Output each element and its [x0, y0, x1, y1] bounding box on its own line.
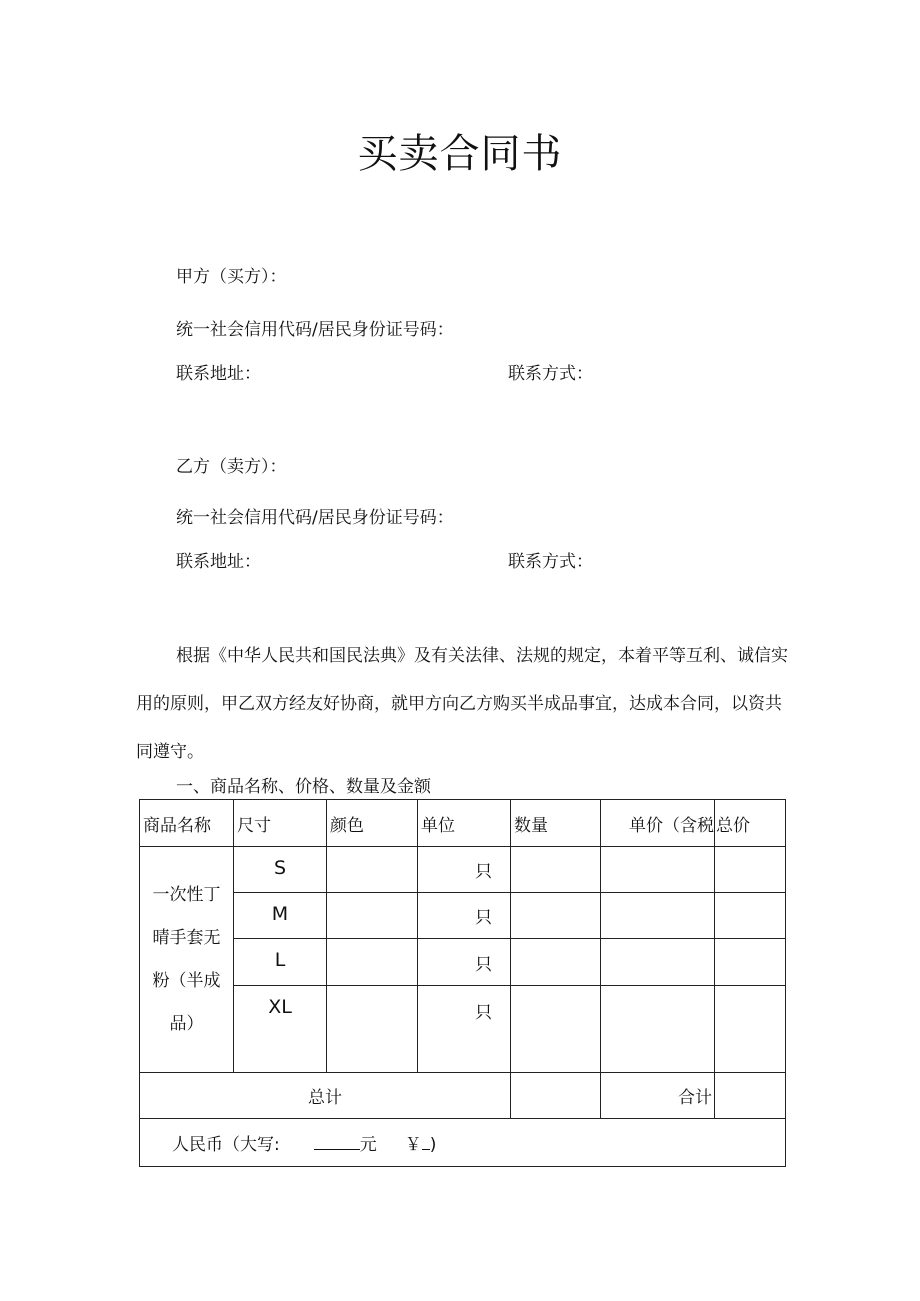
- total-quantity-cell[interactable]: [511, 1073, 601, 1119]
- unit-price-cell[interactable]: [601, 939, 715, 986]
- quantity-cell[interactable]: [511, 847, 601, 893]
- quantity-cell[interactable]: [511, 939, 601, 986]
- party-b-contact-label: 联系方式：: [508, 552, 593, 572]
- total-label: 总计: [140, 1073, 511, 1119]
- total-price-cell[interactable]: [715, 986, 786, 1073]
- size-cell: XL: [234, 986, 327, 1073]
- preamble-text: 根据《中华人民共和国民法典》及有关法律、法规的规定，本着平等互利、诚信实用的原则，甲乙双方经友好协商，就甲方向乙方购买半成品事宜，达成本合同，以资共同遵守。: [136, 646, 788, 762]
- sum-value-cell[interactable]: [715, 1073, 786, 1119]
- header-product-name: 商品名称: [140, 800, 234, 847]
- product-name: 一次性丁晴手套无粉（半成品）: [152, 884, 221, 1034]
- rmb-yuan: 元: [359, 1135, 377, 1155]
- unit-price-cell[interactable]: [601, 893, 715, 939]
- header-total-price: 总价: [715, 800, 786, 847]
- unit-cell: 只: [418, 986, 511, 1073]
- quantity-cell[interactable]: [511, 893, 601, 939]
- party-a-heading: 甲方（买方）：: [176, 267, 287, 287]
- unit-price-cell[interactable]: [601, 986, 715, 1073]
- color-cell[interactable]: [327, 939, 418, 986]
- amount-blank[interactable]: [314, 1133, 360, 1150]
- quantity-cell[interactable]: [511, 986, 601, 1073]
- table-header-row: [140, 800, 786, 847]
- rmb-row: [140, 1119, 786, 1167]
- goods-table: [139, 799, 786, 1167]
- color-cell[interactable]: [327, 893, 418, 939]
- header-unit-price: 单价（含税: [601, 800, 715, 847]
- total-row: [140, 1073, 786, 1119]
- rmb-suffix: ): [429, 1135, 437, 1155]
- unit-price-cell[interactable]: [601, 847, 715, 893]
- table-row: [140, 939, 786, 986]
- table-row: [140, 847, 786, 893]
- party-b-address-label: 联系地址：: [176, 552, 261, 572]
- color-cell[interactable]: [327, 847, 418, 893]
- size-cell: S: [234, 847, 327, 893]
- yen-blank[interactable]: [422, 1133, 430, 1150]
- party-a-contact-label: 联系方式：: [508, 364, 593, 384]
- unit-cell: 只: [418, 893, 511, 939]
- header-quantity: 数量: [511, 800, 601, 847]
- rmb-prefix: 人民币（大写:: [172, 1135, 280, 1155]
- party-a-id-label: 统一社会信用代码/居民身份证号码：: [176, 320, 454, 340]
- total-price-cell[interactable]: [715, 847, 786, 893]
- unit-cell: 只: [418, 847, 511, 893]
- table-row: [140, 893, 786, 939]
- header-unit: 单位: [418, 800, 511, 847]
- party-a-address-label: 联系地址：: [176, 364, 261, 384]
- header-size: 尺寸: [234, 800, 327, 847]
- color-cell[interactable]: [327, 986, 418, 1073]
- product-name-cell: [140, 847, 234, 1073]
- party-b-id-label: 统一社会信用代码/居民身份证号码：: [176, 508, 454, 528]
- total-price-cell[interactable]: [715, 893, 786, 939]
- size-cell: L: [234, 939, 327, 986]
- party-b-heading: 乙方（卖方）：: [176, 457, 287, 477]
- table-row: [140, 986, 786, 1073]
- header-color: 颜色: [327, 800, 418, 847]
- sum-label: 合计: [601, 1073, 715, 1119]
- total-price-cell[interactable]: [715, 939, 786, 986]
- document-title: 买卖合同书: [357, 131, 563, 177]
- rmb-yen: ￥: [404, 1135, 422, 1155]
- unit-cell: 只: [418, 939, 511, 986]
- rmb-cell: [140, 1119, 786, 1167]
- size-cell: M: [234, 893, 327, 939]
- section-1-title: 一、商品名称、价格、数量及金额: [176, 777, 431, 797]
- preamble-paragraph: [136, 632, 796, 776]
